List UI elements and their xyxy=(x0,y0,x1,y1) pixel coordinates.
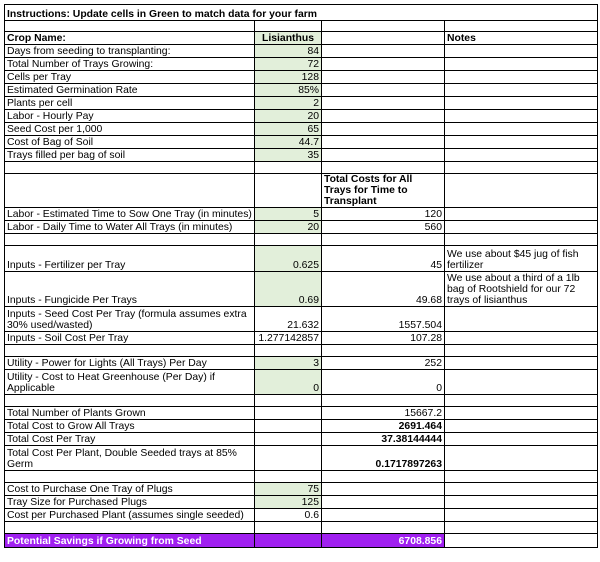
fungicide-label: Inputs - Fungicide Per Trays xyxy=(5,272,255,307)
labor-label: Labor - Estimated Time to Sow One Tray (in minutes) xyxy=(5,208,255,221)
plug-row xyxy=(5,483,598,496)
input-label: Trays filled per bag of soil xyxy=(5,149,255,162)
labor-value[interactable]: 5 xyxy=(255,208,322,221)
blank-row xyxy=(5,234,598,246)
plug-row xyxy=(5,509,598,522)
instructions-row xyxy=(5,5,598,21)
totals-value: 37.38144444 xyxy=(322,433,445,446)
input-label: Total Number of Trays Growing: xyxy=(5,58,255,71)
labor-total: 120 xyxy=(322,208,445,221)
utility-value[interactable]: 0 xyxy=(255,370,322,395)
input-value[interactable]: 44.7 xyxy=(255,136,322,149)
input-value[interactable]: 65 xyxy=(255,123,322,136)
seed-cost-row xyxy=(5,307,598,332)
utility-row xyxy=(5,357,598,370)
labor-total: 560 xyxy=(322,221,445,234)
blank-row xyxy=(5,21,598,32)
savings-row xyxy=(5,534,598,548)
labor-row xyxy=(5,208,598,221)
plug-label: Tray Size for Purchased Plugs xyxy=(5,496,255,509)
blank-row xyxy=(5,522,598,534)
blank-row xyxy=(5,471,598,483)
plug-value[interactable]: 125 xyxy=(255,496,322,509)
fungicide-row xyxy=(5,272,598,307)
fertilizer-value[interactable]: 0.625 xyxy=(255,246,322,272)
plug-value: 0.6 xyxy=(255,509,322,522)
input-row xyxy=(5,71,598,84)
fertilizer-label: Inputs - Fertilizer per Tray xyxy=(5,246,255,272)
savings-value: 6708.856 xyxy=(322,534,445,548)
utility-label: Utility - Cost to Heat Greenhouse (Per Day) if Applicable xyxy=(5,370,255,395)
plug-label: Cost to Purchase One Tray of Plugs xyxy=(5,483,255,496)
input-row xyxy=(5,58,598,71)
totals-value: 15667.2 xyxy=(322,407,445,420)
fertilizer-note: We use about $45 jug of fish fertilizer xyxy=(445,246,598,272)
input-value[interactable]: 20 xyxy=(255,110,322,123)
savings-label: Potential Savings if Growing from Seed xyxy=(5,534,255,548)
input-row xyxy=(5,45,598,58)
input-row xyxy=(5,123,598,136)
input-value[interactable]: 128 xyxy=(255,71,322,84)
input-label: Cells per Tray xyxy=(5,71,255,84)
labor-row xyxy=(5,221,598,234)
totals-row xyxy=(5,433,598,446)
cost-table xyxy=(4,4,598,548)
utility-total: 0 xyxy=(322,370,445,395)
input-row xyxy=(5,136,598,149)
blank-row xyxy=(5,395,598,407)
totals-row xyxy=(5,407,598,420)
instructions-text: Instructions: Update cells in Green to match data for your farm xyxy=(5,5,598,21)
fungicide-total: 49.68 xyxy=(322,272,445,307)
fungicide-value[interactable]: 0.69 xyxy=(255,272,322,307)
input-label: Seed Cost per 1,000 xyxy=(5,123,255,136)
blank-row xyxy=(5,345,598,357)
input-row xyxy=(5,84,598,97)
input-value[interactable]: 84 xyxy=(255,45,322,58)
input-label: Days from seeding to transplanting: xyxy=(5,45,255,58)
plug-label: Cost per Purchased Plant (assumes single seeded) xyxy=(5,509,255,522)
utility-value[interactable]: 3 xyxy=(255,357,322,370)
labor-value[interactable]: 20 xyxy=(255,221,322,234)
input-label: Plants per cell xyxy=(5,97,255,110)
crop-name-value[interactable]: Lisianthus xyxy=(255,32,322,45)
fertilizer-row xyxy=(5,246,598,272)
input-row xyxy=(5,97,598,110)
totals-row xyxy=(5,446,598,471)
notes-header: Notes xyxy=(445,32,598,45)
totals-label: Total Number of Plants Grown xyxy=(5,407,255,420)
utility-row xyxy=(5,370,598,395)
seed-cost-total: 1557.504 xyxy=(322,307,445,332)
input-label: Labor - Hourly Pay xyxy=(5,110,255,123)
input-value[interactable]: 72 xyxy=(255,58,322,71)
input-value[interactable]: 2 xyxy=(255,97,322,110)
total-costs-header: Total Costs for All Trays for Time to Transplant xyxy=(322,174,445,208)
soil-cost-row xyxy=(5,332,598,345)
input-label: Cost of Bag of Soil xyxy=(5,136,255,149)
crop-name-label: Crop Name: xyxy=(5,32,255,45)
utility-total: 252 xyxy=(322,357,445,370)
seed-cost-label: Inputs - Seed Cost Per Tray (formula assumes extra 30% used/wasted) xyxy=(5,307,255,332)
totals-row xyxy=(5,420,598,433)
plug-value[interactable]: 75 xyxy=(255,483,322,496)
totals-value: 0.1717897263 xyxy=(322,446,445,471)
totals-label: Total Cost Per Tray xyxy=(5,433,255,446)
input-row xyxy=(5,149,598,162)
input-value[interactable]: 85% xyxy=(255,84,322,97)
header-row xyxy=(5,32,598,45)
input-row xyxy=(5,110,598,123)
soil-cost-total: 107.28 xyxy=(322,332,445,345)
fertilizer-total: 45 xyxy=(322,246,445,272)
blank-row xyxy=(5,162,598,174)
soil-cost-value: 1.277142857 xyxy=(255,332,322,345)
total-costs-header-row xyxy=(5,174,598,208)
seed-cost-value: 21.632 xyxy=(255,307,322,332)
input-label: Estimated Germination Rate xyxy=(5,84,255,97)
totals-label: Total Cost to Grow All Trays xyxy=(5,420,255,433)
input-value[interactable]: 35 xyxy=(255,149,322,162)
fungicide-note: We use about a third of a 1lb bag of Rootshield for our 72 trays of lisianthus xyxy=(445,272,598,307)
totals-label: Total Cost Per Plant, Double Seeded trays at 85% Germ xyxy=(5,446,255,471)
totals-value: 2691.464 xyxy=(322,420,445,433)
utility-label: Utility - Power for Lights (All Trays) Per Day xyxy=(5,357,255,370)
labor-label: Labor - Daily Time to Water All Trays (in minutes) xyxy=(5,221,255,234)
plug-row xyxy=(5,496,598,509)
soil-cost-label: Inputs - Soil Cost Per Tray xyxy=(5,332,255,345)
